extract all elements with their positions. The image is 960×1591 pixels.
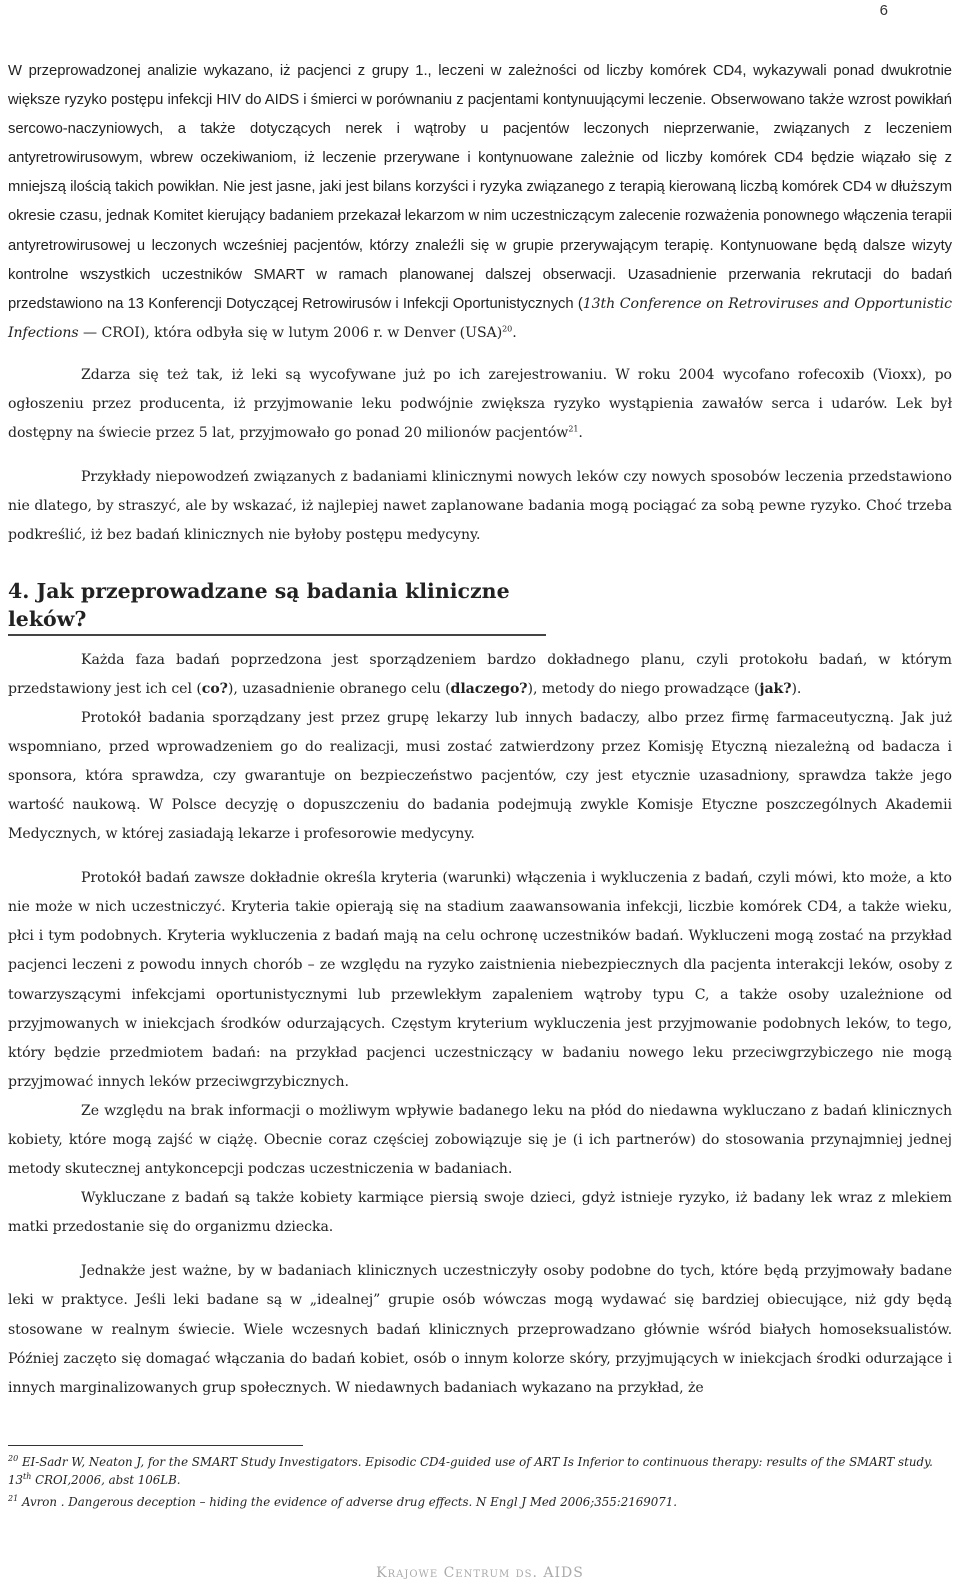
footnote-ref: 21 <box>568 424 579 434</box>
text-run: Zdarza się też tak, iż leki są wycofywane już po ich zarejestrowaniu. W roku 2004 wycofano rofecoxib (Vioxx), po ogłoszeniu przez producenta, iż przyjmowanie leku podwójnie zwiększa ryzyko wystąpienia zawałów serca i udarów. Lek był dostępny na świecie przez 5 lat, przyjmowało go ponad 20 milionów pacjentów <box>8 366 952 442</box>
footnote-number: 20 <box>8 1454 19 1464</box>
paragraph-protocol-plan <box>8 646 952 704</box>
text-run: ). <box>791 680 802 697</box>
footnote-text: Avron . Dangerous deception – hiding the evidence of adverse drug effects. N Engl J Med 2006;355:2169071. <box>21 1495 677 1509</box>
text-run: ), metody do niego prowadzące ( <box>527 680 760 697</box>
footnote-21 <box>8 1493 952 1511</box>
text-run: ), uzasadnienie obranego celu ( <box>227 680 451 697</box>
bold-term-co: co? <box>201 680 228 697</box>
paragraph-ethics-committee: Protokół badania sporządzany jest przez grupę lekarzy lub innych badaczy, albo przez firmę farmaceutyczną. Jak już wspomniano, przed wprowadzeniem go do realizacji, musi zostać zatwierdzony przez Komisję Etyczną niezależną od badacza i sponsora, która sprawdza, czy gwarantuje on bezpieczeństwo pacjentów, czy jest etycznie uzasadniony, sprawdza także jego wartość naukową. W Polsce decyzję o dopuszczeniu do badania podejmują zwykle Komisje Etyczne poszczególnych Akademii Medycznych, w której zasiadają lekarze i profesorowie medycyny. <box>8 709 952 843</box>
text-run: Obserwowano także wzrost powikłań sercowo-naczyniowych, a także dotyczących nerek i wątroby u pacjentów leczonych nieprzerwanie, związanych z leczeniem antyretrowirusowym, wbrew oczekiwaniom, iż leczenie przerywane i kontynuowane zależnie od liczby komórek CD4 będzie wiązało się z mniejszą ilością takich powikłan. Nie jest jasne, jaki jest bilans korzyści i ryzyka związanego z terapią kierowaną liczbą komórek CD4 w dłuższym okresie czasu, jednak Komitet kierujący badaniem przekazał lekarzom w nim uczestniczącym zalecenie rozważenia ponownego włączenia terapii antyretrowirusowej u leczonych wcześniej pacjentów, którzy znaleźli się w grupie przerywającym terapię. Kontynuowane będą dalsze wizyty kontrolne wszystkich uczestników SMART w ramach planowanej dalszej obserwacji. Uzasadnienie przerwania rekrutacji do badań przedstawiono na 13 Konferencji Dotyczącej Retrowirusów i Infekcji Oportunistycznych ( <box>8 92 952 312</box>
main-content <box>8 57 952 1403</box>
footnote-text: EI-Sadr W, Neaton J, for the SMART Study Investigators. Episodic CD4-guided use of ART Is Inferior to continuous therapy: results of the SMART study. 13 <box>8 1455 933 1487</box>
paragraph-examples: Przykłady niepowodzeń związanych z badaniami klinicznymi nowych leków czy nowych sposobów leczenia przedstawiono nie dlatego, by straszyć, ale by wskazać, iż najlepiej nawet zaplanowane badania mogą pociągać za sobą pewne ryzyko. Choć trzeba podkreślić, iż bez badań klinicznych nie byłoby postępu medycyny. <box>8 469 952 544</box>
page-number: 6 <box>879 2 888 19</box>
bold-term-dlaczego: dlaczego? <box>450 680 528 697</box>
footnote-divider <box>8 1445 303 1446</box>
text-run: . <box>512 324 517 341</box>
bold-term-jak: jak? <box>759 680 792 697</box>
conference-name: 13th Conference on Retroviruses and Opportunistic Infections <box>8 295 952 341</box>
paragraph-representative-groups: Jednakże jest ważne, by w badaniach klinicznych uczestniczyły osoby podobne do tych, które będą przyjmowały badane leki w praktyce. Jeśli leki badane są w „idealnej” grupie osób wówczas mogą wydawać się bardziej obiecujące, niż gdy będą stosowane w realnym świecie. Wiele wczesnych badań klinicznych przeprowadzano głównie wśród białych homoseksualistów. Później zaczęto się domagać włączania do badań kobiet, osób o innym kolorze skóry, przyjmujących w iniekcjach środki odurzające i innych marginalizowanych grup społecznych. W niedawnych badaniach wykazano na przykład, że <box>8 1263 952 1396</box>
footnotes <box>8 1445 952 1511</box>
page-footer: Krajowe Centrum ds. AIDS <box>376 1565 584 1581</box>
footnote-20 <box>8 1453 952 1489</box>
text-run: Każda faza badań poprzedzona jest sporządzeniem bardzo dokładnego planu, czyli protokołu badań, w którym przedstawiony jest ich cel ( <box>8 651 952 697</box>
text-run: . <box>578 425 583 442</box>
footnote-ref: 20 <box>502 324 513 334</box>
paragraph-breastfeeding: Wykluczane z badań są także kobiety karmiące piersią swoje dzieci, gdyż istnieje ryzyko, iż badany lek wraz z mlekiem matki przedostanie się do organizmu dziecka. <box>8 1190 952 1236</box>
section-heading: 4. Jak przeprowadzane są badania kliniczne leków? <box>8 577 546 636</box>
paragraph-vioxx <box>8 361 952 448</box>
paragraph-smart-results <box>8 57 952 348</box>
text-run: W przeprowadzonej analizie wykazano, iż pacjenci z grupy 1., leczeni w zależności od liczby komórek CD4, wykazywali ponad dwukrotnie większe ryzyko postępu infekcji HIV do AIDS i śmierci w porównaniu z pacjentami kontynuującymi leczenie. <box>8 63 952 109</box>
text-run: — CROI), która odbyła się w lutym 2006 r. w Denver (USA) <box>78 324 503 341</box>
paragraph-criteria: Protokół badań zawsze dokładnie określa kryteria (warunki) włączenia i wykluczenia z badań, czyli mówi, kto może, a kto nie może w nich uczestniczyć. Kryteria takie opierają się na stadium zaawansowania infekcji, liczbie komórek CD4, a także wieku, płci i tym podobnych. Kryteria wykluczenia z badań mają na celu ochronę uczestników badań. Wykluczeni mogą zostać na przykład pacjenci leczeni z powodu innych chorób – ze względu na ryzyko zaistnienia niebezpiecznych dla pacjenta interakcji leków, osoby z towarzyszącymi infekcjami oportunistycznymi lub przewlekłym zapaleniem wątroby typu C, a także osoby uzależnione od przyjmowanych w iniekcjach środków odurzających. Częstym kryterium wykluczenia jest przyjmowanie podobnych leków, to tego, który będzie przedmiotem badań: na przykład pacjenci uczestniczący w badaniu nowego leku przeciwgrzybiczego nie mogą przyjmować innych leków przeciwgrzybicznych. <box>8 870 952 1090</box>
paragraph-pregnancy: Ze względu na brak informacji o możliwym wpływie badanego leku na płód do niedawna wykluczano z badań klinicznych kobiety, które mogą zajść w ciążę. Obecnie coraz częściej zobowiązuje się je (i ich partnerów) do stosowania przynajmniej jednej metody skutecznej antykoncepcji podczas uczestniczenia w badaniach. <box>8 1102 952 1178</box>
footnote-superscript: th <box>23 1472 32 1482</box>
footnote-number: 21 <box>8 1494 19 1504</box>
footnote-text: CROI,2006, abst 106LB. <box>31 1473 181 1487</box>
